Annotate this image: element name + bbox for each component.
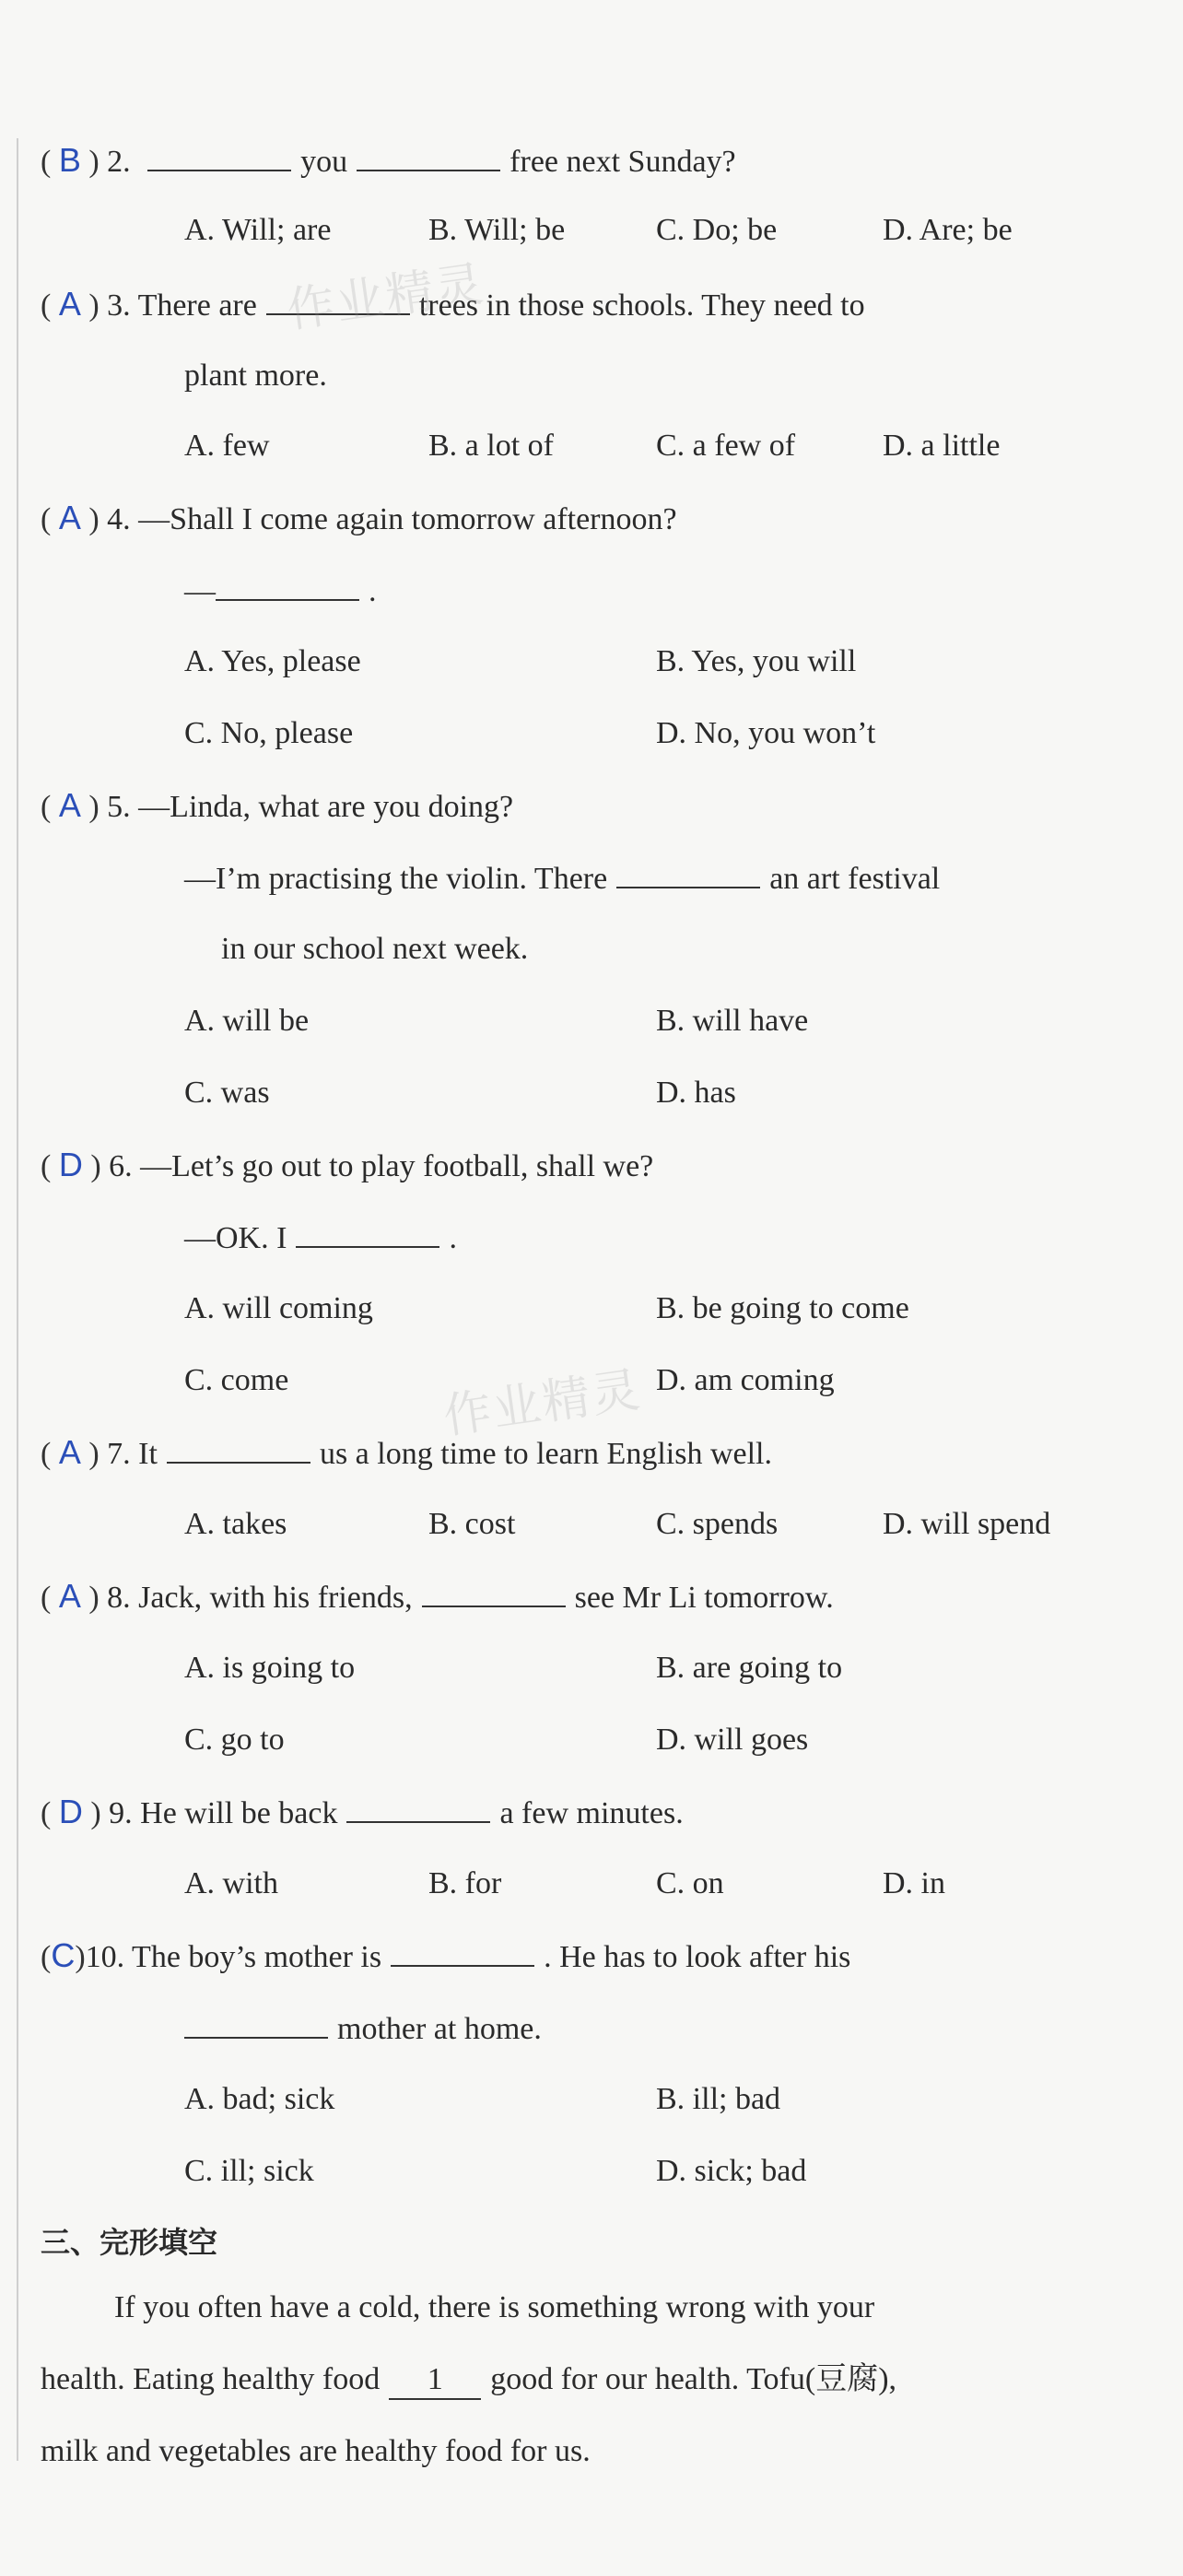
option-b: B. cost — [428, 1507, 516, 1541]
option-b: B. Yes, you will — [656, 644, 857, 678]
answer-q3: A — [58, 285, 81, 323]
blank — [147, 142, 291, 171]
passage-text: good for our health. Tofu(豆腐), — [490, 2362, 897, 2396]
option-b: B. are going to — [656, 1651, 843, 1685]
answer-q4: A — [58, 499, 81, 536]
stem-continuation: in our school next week. — [221, 932, 529, 966]
option-d: D. will goes — [656, 1723, 809, 1757]
option-a: A. Will; are — [184, 213, 332, 247]
question-5: ( A ) 5. —Linda, what are you doing? — [41, 786, 514, 824]
question-8: ( A ) 8. Jack, with his friends, see Mr Li tomorrow. — [41, 1577, 834, 1615]
option-a: A. is going to — [184, 1651, 356, 1685]
dash: — — [184, 574, 216, 608]
option-a: A. takes — [184, 1507, 287, 1541]
stem-text: —Let’s go out to play football, shall we? — [140, 1149, 654, 1183]
passage-text: health. Eating healthy food — [41, 2362, 381, 2396]
option-c: C. No, please — [184, 716, 354, 750]
blank — [616, 859, 760, 888]
question-9: ( D ) 9. He will be back a few minutes. — [41, 1793, 684, 1830]
option-d: D. No, you won’t — [656, 716, 876, 750]
option-d: D. am coming — [656, 1363, 835, 1397]
watermark: 作业精灵 — [283, 256, 488, 339]
passage-line-2 — [41, 2361, 896, 2400]
blank — [357, 142, 500, 171]
option-c: C. was — [184, 1076, 270, 1110]
option-d: D. will spend — [883, 1507, 1051, 1541]
question-number: 3. — [107, 288, 131, 323]
blank — [422, 1578, 566, 1607]
blank — [296, 1218, 439, 1248]
question-number: 5. — [107, 790, 131, 824]
option-c: C. on — [656, 1866, 724, 1900]
option-d: D. Are; be — [883, 213, 1013, 247]
question-2: ( B ) 2. you free next Sunday? — [41, 141, 736, 179]
margin-line — [17, 138, 18, 2461]
section-title: 三、完形填空 — [41, 2225, 218, 2260]
question-4: ( A ) 4. —Shall I come again tomorrow afternoon? — [41, 499, 677, 536]
response-line — [184, 571, 377, 610]
option-a: A. bad; sick — [184, 2082, 335, 2116]
question-number: 10. — [85, 1940, 125, 1974]
option-b: B. for — [428, 1866, 502, 1900]
response-line — [184, 1218, 457, 1257]
stem-text: mother at home. — [337, 2012, 542, 2046]
cloze-blank-1: 1 — [389, 2361, 481, 2400]
question-3: ( A ) 3. There are trees in those schools. They need to — [41, 285, 865, 323]
passage-line-1: If you often have a cold, there is something wrong with your — [114, 2290, 875, 2324]
stem-text: —I’m practising the violin. There — [184, 862, 608, 896]
option-c: C. a few of — [656, 429, 796, 463]
stem-text: . He has to look after his — [544, 1940, 851, 1974]
option-d: D. has — [656, 1076, 736, 1110]
question-number: 2. — [107, 145, 131, 179]
blank — [167, 1434, 310, 1464]
stem-text: an art festival — [769, 862, 941, 896]
option-c: C. spends — [656, 1507, 779, 1541]
option-a: A. few — [184, 429, 270, 463]
option-a: A. Yes, please — [184, 644, 361, 678]
stem-text: free next Sunday? — [510, 145, 736, 179]
stem-text: —Shall I come again tomorrow afternoon? — [138, 502, 677, 536]
option-b: B. ill; bad — [656, 2082, 781, 2116]
option-d: D. in — [883, 1866, 945, 1900]
watermark: 作业精灵 — [439, 1362, 645, 1445]
option-b: B. a lot of — [428, 429, 554, 463]
question-7: ( A ) 7. It us a long time to learn English well. — [41, 1433, 772, 1471]
answer-q7: A — [58, 1433, 81, 1471]
period: . — [369, 574, 377, 608]
answer-q2: B — [58, 141, 81, 179]
question-number: 7. — [107, 1437, 131, 1471]
stem-text: The boy’s mother is — [132, 1940, 382, 1974]
option-c: C. come — [184, 1363, 289, 1397]
option-c: C. go to — [184, 1723, 285, 1757]
question-number: 4. — [107, 502, 131, 536]
question-number: 6. — [109, 1149, 133, 1183]
option-a: A. will be — [184, 1004, 310, 1038]
stem-text: you — [300, 145, 348, 179]
option-d: D. sick; bad — [656, 2154, 807, 2188]
answer-q8: A — [58, 1577, 81, 1615]
blank — [184, 2009, 328, 2039]
option-b: B. Will; be — [428, 213, 566, 247]
answer-q6: D — [58, 1146, 83, 1183]
question-10: (C)10. The boy’s mother is . He has to look after his — [41, 1936, 851, 1974]
answer-q5: A — [58, 786, 81, 824]
stem-text: It — [138, 1437, 158, 1471]
stem-text: a few minutes. — [499, 1796, 684, 1830]
option-a: A. with — [184, 1866, 278, 1900]
question-number: 8. — [107, 1581, 131, 1615]
stem-text: Jack, with his friends, — [138, 1581, 413, 1615]
stem-text: us a long time to learn English well. — [319, 1437, 772, 1471]
answer-q10: C — [51, 1936, 76, 1974]
stem-text: trees in those schools. They need to — [418, 288, 865, 323]
option-d: D. a little — [883, 429, 1001, 463]
option-a: A. will coming — [184, 1291, 373, 1325]
stem-continuation: plant more. — [184, 359, 327, 393]
stem-text: —Linda, what are you doing? — [138, 790, 514, 824]
question-number: 9. — [109, 1796, 133, 1830]
blank — [216, 571, 359, 601]
stem-continuation — [184, 2009, 542, 2048]
option-c: C. Do; be — [656, 213, 778, 247]
stem-text: see Mr Li tomorrow. — [574, 1581, 834, 1615]
option-b: B. be going to come — [656, 1291, 909, 1325]
answer-q9: D — [58, 1793, 83, 1830]
question-6: ( D ) 6. —Let’s go out to play football, shall we? — [41, 1146, 654, 1183]
period: . — [449, 1221, 457, 1255]
passage-line-3: milk and vegetables are healthy food for us. — [41, 2434, 591, 2468]
stem-text: He will be back — [140, 1796, 338, 1830]
option-c: C. ill; sick — [184, 2154, 314, 2188]
blank — [391, 1937, 534, 1967]
option-b: B. will have — [656, 1004, 809, 1038]
blank — [346, 1794, 490, 1823]
response-line — [184, 859, 940, 898]
stem-text: —OK. I — [184, 1221, 287, 1255]
stem-text: There are — [137, 288, 257, 323]
